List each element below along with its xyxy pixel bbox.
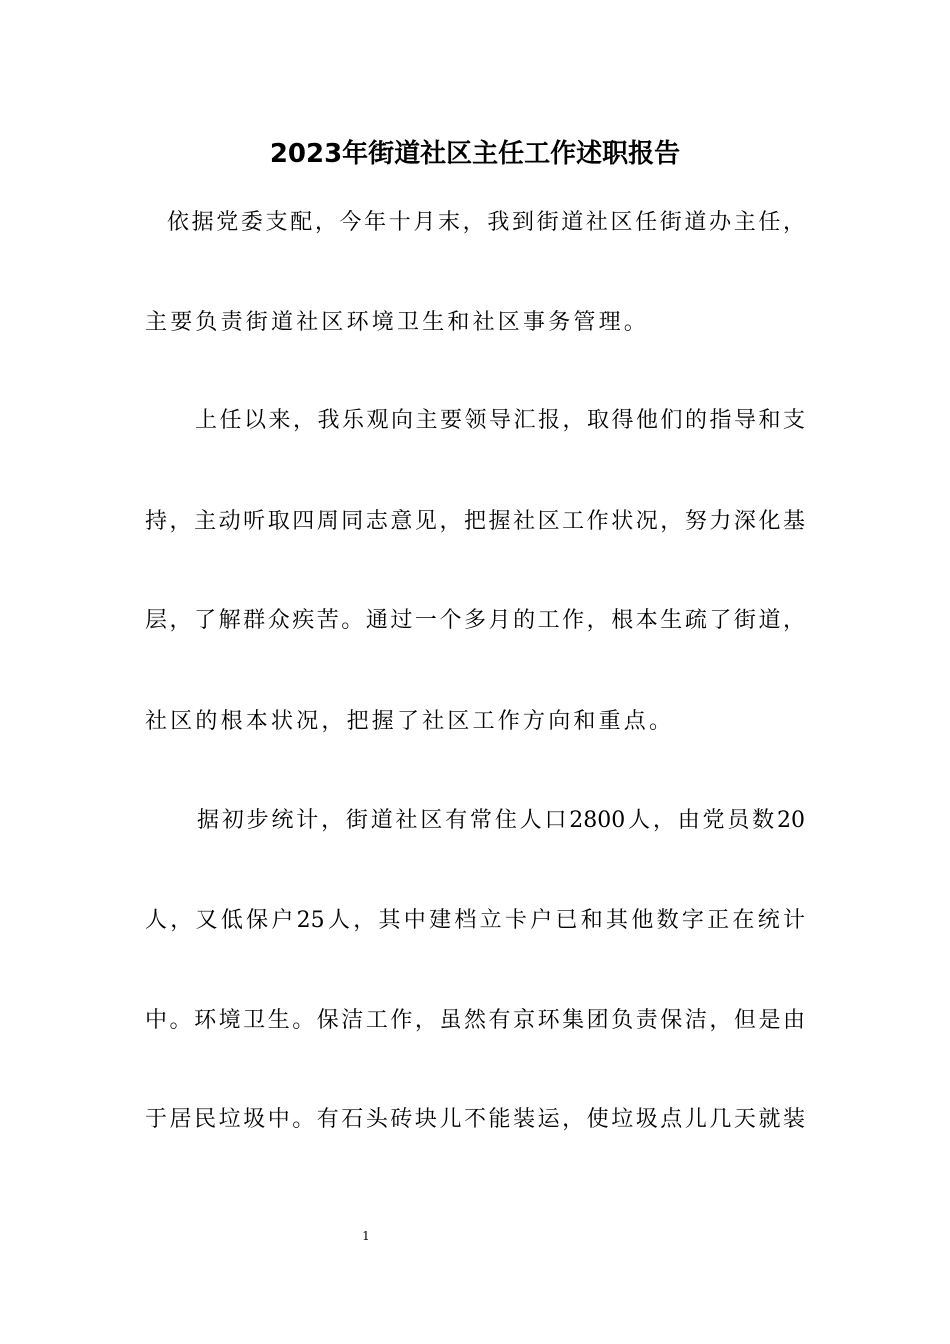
text-line: 社区的根本状况，把握了社区工作方向和重点。 xyxy=(145,709,675,734)
text-line: 依据党委支配，今年十月末，我到街道社区任街道办主任， xyxy=(167,210,805,235)
text-line: 中。环境卫生。保洁工作，虽然有京环集团负责保洁，但是由 xyxy=(145,1008,805,1033)
page-title: 2023年街道社区主任工作述职报告 xyxy=(269,139,681,169)
text-line: 人，又低保户25人，其中建档立卡户已和其他数字正在统计 xyxy=(145,908,805,933)
text-line: 上任以来，我乐观向主要领导汇报，取得他们的指导和支 xyxy=(195,408,805,433)
text-line: 持，主动听取四周同志意见，把握社区工作状况，努力深化基 xyxy=(145,509,805,534)
text-line: 据初步统计，街道社区有常住人口2800人，由党员数20 xyxy=(197,808,805,833)
text-line: 层，了解群众疾苦。通过一个多月的工作，根本生疏了街道， xyxy=(145,608,805,633)
page-number: 1 xyxy=(362,1229,370,1243)
text-line: 主要负责街道社区环境卫生和社区事务管理。 xyxy=(145,310,650,335)
text-line: 于居民垃圾中。有石头砖块儿不能装运，使垃圾点儿几天就装 xyxy=(145,1107,805,1132)
